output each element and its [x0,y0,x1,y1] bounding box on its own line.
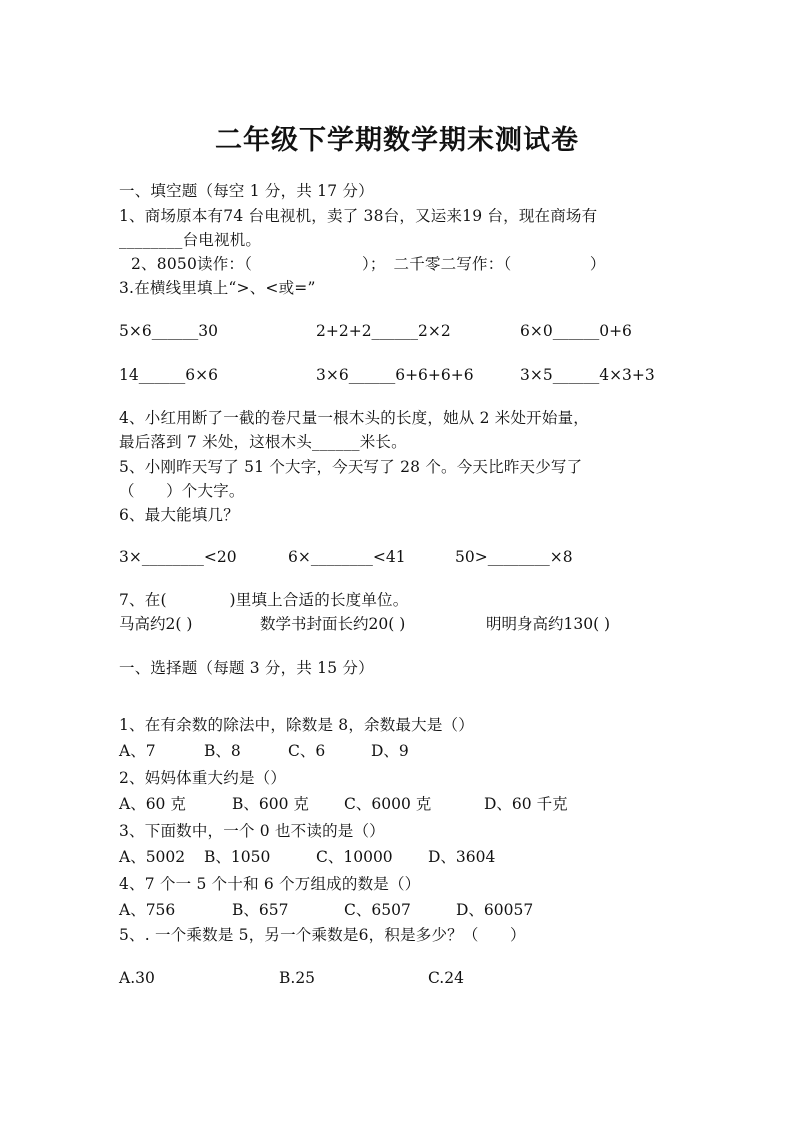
compare-item: 3×6______6+6+6+6 [316,366,474,384]
choice-option: C、10000 [316,848,393,866]
section1-heading: 一、填空题（每空 1 分，共 17 分） [119,182,374,200]
choice-question: 5、. 一个乘数是 5，另一个乘数是6，积是多少？（ ） [119,926,526,944]
q6-item: 50>________×8 [455,548,573,566]
q6: 6、最大能填几？ [119,506,239,524]
compare-item: 3×5______4×3+3 [520,366,655,384]
q1-line2: ________台电视机。 [119,231,262,249]
choice-option: D、60057 [456,901,534,919]
q1-line1: 1、商场原本有74 台电视机，卖了 38台，又运来19 台，现在商场有 [119,207,598,225]
choice-question: 2、妈妈体重大约是（） [119,769,287,787]
choice-option: D、3604 [428,848,496,866]
choice-option: B.25 [279,969,316,987]
choice-option: A、7 [119,742,156,760]
choice-option: C.24 [428,969,464,987]
q5-line1: 5、小刚昨天写了 51 个大字，今天写了 28 个。今天比昨天少写了 [119,458,583,476]
choice-option: A、756 [119,901,176,919]
choice-option: D、60 千克 [484,795,568,813]
q6-item: 6×________<41 [288,548,406,566]
choice-question: 4、7 个一 5 个十和 6 个万组成的数是（） [119,875,421,893]
q4-line2: 最后落到 7 米处，这根木头______米长。 [119,433,407,451]
compare-item: 6×0______0+6 [520,322,632,340]
choice-option: D、9 [371,742,409,760]
choice-question: 1、在有余数的除法中，除数是 8，余数最大是（） [119,716,474,734]
compare-item: 14______6×6 [119,366,218,384]
choice-option: B、1050 [204,848,271,866]
q6-item: 3×________<20 [119,548,237,566]
choice-option: B、600 克 [232,795,309,813]
compare-item: 2+2+2______2×2 [316,322,451,340]
q5-line2: （ ）个大字。 [119,482,245,500]
q7: 7、在( )里填上合适的长度单位。 [119,591,409,609]
choice-option: C、6 [288,742,326,760]
choice-option: B、8 [204,742,241,760]
q7-item: 马高约2( ) [119,615,193,633]
page-title: 二年级下学期数学期末测试卷 [215,125,579,156]
choice-question: 3、下面数中，一个 0 也不读的是（） [119,822,385,840]
choice-option: A、5002 [119,848,186,866]
q7-item: 数学书封面长约20( ) [260,615,406,633]
q3: 3.在横线里填上“>、<或=” [119,279,316,297]
choice-option: C、6000 克 [344,795,432,813]
compare-item: 5×6______30 [119,322,218,340]
choice-option: A.30 [119,969,155,987]
q4-line1: 4、小红用断了一截的卷尺量一根木头的长度，她从 2 米处开始量， [119,409,589,427]
choice-option: C、6507 [344,901,411,919]
choice-option: A、60 克 [119,795,186,813]
section2-heading: 一、选择题（每题 3 分，共 15 分） [119,659,374,677]
choice-option: B、657 [232,901,289,919]
q7-item: 明明身高约130( ) [486,615,611,633]
q2: 2、8050读作：（ ）； 二千零二写作：（ ） [131,255,606,273]
